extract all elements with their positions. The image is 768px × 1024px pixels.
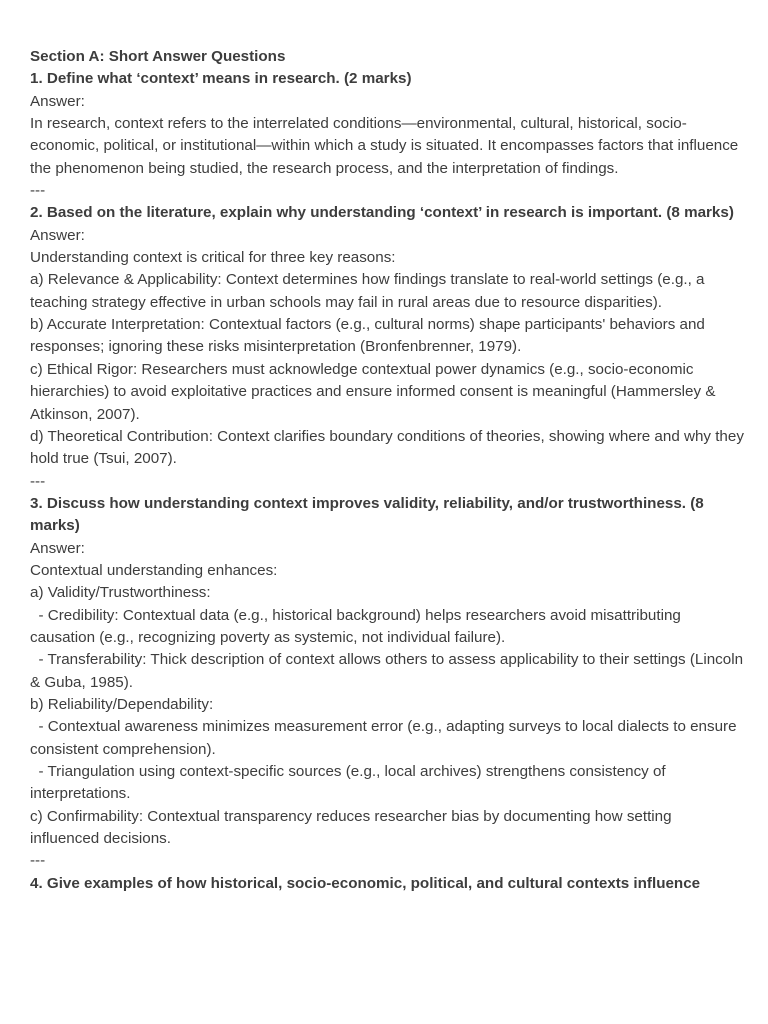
section-title: Section A: Short Answer Questions — [30, 48, 286, 65]
separator: --- — [30, 852, 46, 870]
answer-3-subpoint: - Credibility: Contextual data (e.g., historical background) helps researchers avoid misattributing causation (e.g., recognizing poverty as systemic, not individual failure). — [30, 606, 686, 646]
answer-2-intro: Understanding context is critical for three key reasons: — [30, 249, 396, 267]
answer-3-intro: Contextual understanding enhances: — [30, 561, 278, 579]
answer-label-3: Answer: — [30, 539, 85, 557]
answer-2-point-a: a) Relevance & Applicability: Context determines how findings translate to real-world settings (e.g., a teaching strategy effective in urban schools may fail in rural areas due to resource disparities). — [30, 271, 709, 311]
separator: --- — [30, 182, 46, 200]
answer-2-point-b: b) Accurate Interpretation: Contextual factors (e.g., cultural norms) shape participants' behaviors and responses; ignoring these risks misinterpretation (Bronfenbrenner, 1979). — [30, 316, 710, 356]
question-1: 1. Define what ‘context’ means in research. (2 marks) — [30, 70, 412, 88]
answer-label-2: Answer: — [30, 226, 85, 244]
separator: --- — [30, 472, 46, 490]
answer-3-subpoint: - Triangulation using context-specific sources (e.g., local archives) strengthens consistency of interpretations. — [30, 763, 670, 803]
answer-3-point-c: c) Confirmability: Contextual transparency reduces researcher bias by documenting how setting influenced decisions. — [30, 807, 676, 848]
answer-3-heading-b: b) Reliability/Dependability: — [30, 695, 214, 713]
question-3: 3. Discuss how understanding context improves validity, reliability, and/or trustworthiness. (8 marks) — [30, 494, 708, 535]
answer-3-heading-a: a) Validity/Trustworthiness: — [30, 584, 211, 602]
question-4: 4. Give examples of how historical, socio-economic, political, and cultural contexts influence — [30, 874, 701, 892]
answer-1-body: In research, context refers to the interrelated conditions—environmental, cultural, historical, socio-economic, political, or institutional—within which a study is situated. It encompasses factors that influence the phenomenon being studied, the research process, and the interpretation of findings. — [30, 115, 743, 177]
document-body — [30, 46, 749, 895]
answer-2-point-d: d) Theoretical Contribution: Context clarifies boundary conditions of theories, showing where and why they hold true (Tsui, 2007). — [30, 427, 749, 468]
answer-2-point-c: c) Ethical Rigor: Researchers must acknowledge contextual power dynamics (e.g., socio-economic hierarchies) to avoid exploitative practices and ensure informed consent is meaningful (Hammersley & Atkinson, 2007). — [30, 360, 719, 423]
question-2: 2. Based on the literature, explain why understanding ‘context’ in research is important. (8 marks) — [30, 204, 734, 222]
answer-3-subpoint: - Transferability: Thick description of context allows others to assess applicability to their settings (Lincoln & Guba, 1985). — [30, 651, 748, 691]
answer-label-1: Answer: — [30, 92, 85, 110]
answer-3-subpoint: - Contextual awareness minimizes measurement error (e.g., adapting surveys to local dialects to ensure consistent comprehension). — [30, 718, 741, 758]
